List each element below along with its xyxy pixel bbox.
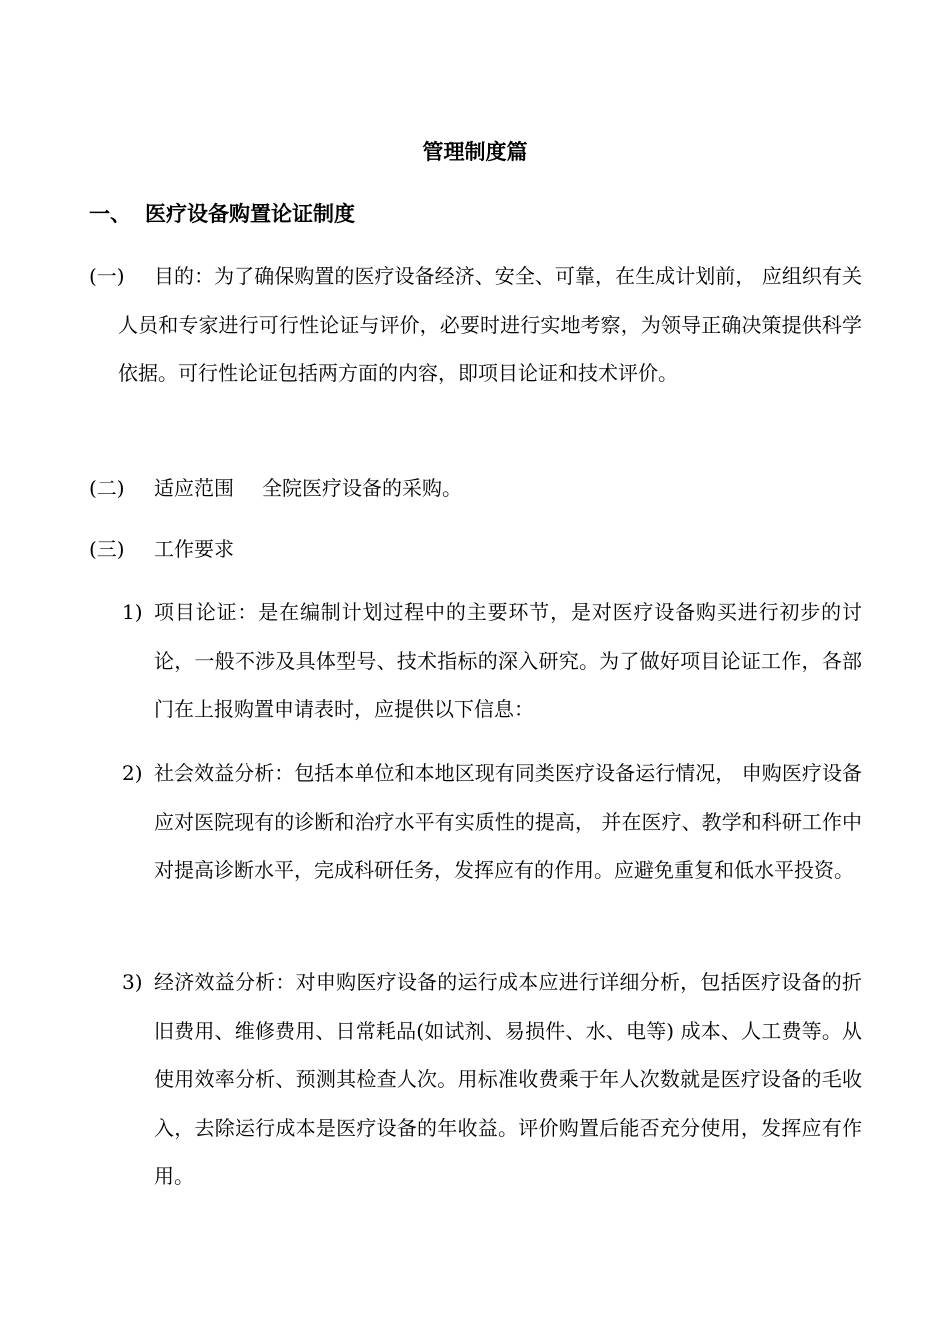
item-line-scope	[154, 472, 462, 504]
subitem-paragraph-project-evaluation: 项目论证：是在编制计划过程中的主要环节，是对医疗设备购买进行初步的讨论，一般不涉及具体型号、技术指标的深入研究。为了做好项目论证工作，各部门在上报购置申请表时，应提供以下信息：	[154, 600, 862, 721]
scope-text: 全院医疗设备的采购。	[262, 476, 462, 500]
item-marker-1: (一)	[89, 264, 125, 288]
subitem-paragraph-economic-benefit: 经济效益分析：对申购医疗设备的运行成本应进行详细分析，包括医疗设备的折旧费用、维修费用、日常耗品(如试剂、易损件、水、电等) 成本、人工费等。从使用效率分析、预测其检查人次。用标准收费乘于年人次数就是医疗设备的毛收入，去除运行成本是医疗设备的年收益。评价购置后能否充分使用，发挥应有作用。	[154, 970, 862, 1188]
subitem-marker-3: 3)	[122, 970, 143, 994]
section-heading	[89, 198, 355, 230]
section-number: 一、	[89, 201, 131, 226]
section-title: 医疗设备购置论证制度	[145, 201, 355, 226]
item-paragraph-purpose: 目的：为了确保购置的医疗设备经济、安全、可靠，在生成计划前， 应组织有关人员和专家进行可行性论证与评价，必要时进行实地考察，为领导正确决策提供科学依据。可行性论证包括两方面的内容，即项目论证和技术评价。	[118, 264, 862, 385]
subitem-marker-2: 2)	[122, 761, 143, 785]
item-line-requirements: 工作要求	[154, 537, 234, 561]
subitem-paragraph-social-benefit: 社会效益分析：包括本单位和本地区现有同类医疗设备运行情况， 申购医疗设备应对医院现有的诊断和治疗水平有实质性的提高， 并在医疗、教学和科研工作中对提高诊断水平，完成科研任务，发挥应有的作用。应避免重复和低水平投资。	[154, 761, 862, 882]
item-marker-2: (二)	[89, 476, 125, 500]
page-title: 管理制度篇	[422, 139, 528, 164]
item-marker-3: (三)	[89, 537, 125, 561]
scope-label: 适应范围	[154, 476, 234, 500]
subitem-marker-1: 1)	[122, 600, 143, 624]
